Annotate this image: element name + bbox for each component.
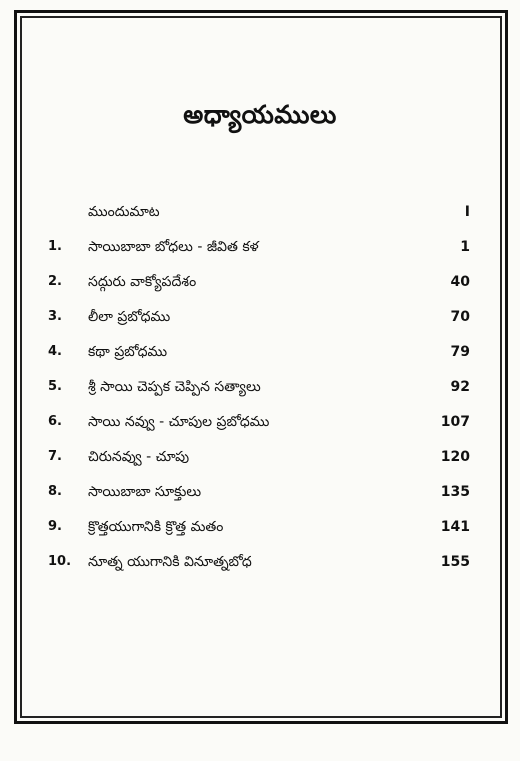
toc-entry-page: 135 xyxy=(440,484,470,500)
toc-entry-page: 141 xyxy=(440,519,470,535)
toc-entry-4[interactable] xyxy=(0,340,520,364)
toc-entry-page: 40 xyxy=(450,274,470,290)
toc-entry-number: 10. xyxy=(48,554,72,569)
toc-entry-title: లీలా ప్రబోధము xyxy=(88,309,171,325)
toc-entry-title: సాయి నవ్వు - చూపుల ప్రబోధము xyxy=(88,414,270,430)
toc-entry-title: కథా ప్రబోధము xyxy=(88,344,168,360)
toc-entry-page: 120 xyxy=(440,449,470,465)
toc-entry-number: 6. xyxy=(48,414,62,429)
toc-entry-number: 4. xyxy=(48,344,62,359)
toc-entry-8[interactable] xyxy=(0,480,520,504)
toc-entry-page: 92 xyxy=(450,379,470,395)
toc-entry-6[interactable] xyxy=(0,410,520,434)
toc-entry-5[interactable] xyxy=(0,375,520,399)
toc-entry-1[interactable] xyxy=(0,235,520,259)
toc-entry-title: చిరునవ్వు - చూపు xyxy=(88,449,190,465)
toc-entry-9[interactable] xyxy=(0,515,520,539)
toc-entry-number: 8. xyxy=(48,484,62,499)
toc-entry-number: 2. xyxy=(48,274,62,289)
toc-entry-title: సాయిబాబా సూక్తులు xyxy=(88,484,202,500)
toc-entry-page: 70 xyxy=(450,309,470,325)
toc-entry-number: 9. xyxy=(48,519,62,534)
toc-entry-number: 1. xyxy=(48,239,62,254)
toc-entry-number: 5. xyxy=(48,379,62,394)
toc-entry-7[interactable] xyxy=(0,445,520,469)
toc-entry-title: శ్రీ సాయి చెప్పక చెప్పిన సత్యాలు xyxy=(88,379,261,395)
toc-entry-number: 3. xyxy=(48,309,62,324)
toc-entry-preface[interactable] xyxy=(0,200,520,224)
toc-entry-10[interactable] xyxy=(0,550,520,574)
toc-entry-3[interactable] xyxy=(0,305,520,329)
toc-entry-title: నూత్న యుగానికి వినూత్నబోధ xyxy=(88,554,252,570)
toc-entry-number: 7. xyxy=(48,449,62,464)
toc-entry-title: సాయిబాబా బోధలు - జీవిత కళ xyxy=(88,239,259,255)
toc-entry-title: సద్గురు వాక్యోపదేశం xyxy=(88,274,197,290)
toc-entry-title: క్రొత్తయుగానికి క్రొత్త మతం xyxy=(88,519,224,535)
toc-entry-2[interactable] xyxy=(0,270,520,294)
toc-entry-page: 1 xyxy=(460,239,470,255)
toc-entry-page: 107 xyxy=(440,414,470,430)
page-title: అధ్యాయములు xyxy=(183,100,337,129)
toc-entry-page: 79 xyxy=(450,344,470,360)
toc-entry-title: ముందుమాట xyxy=(88,204,160,220)
toc-entry-page: I xyxy=(464,204,470,220)
toc-entry-page: 155 xyxy=(440,554,470,570)
